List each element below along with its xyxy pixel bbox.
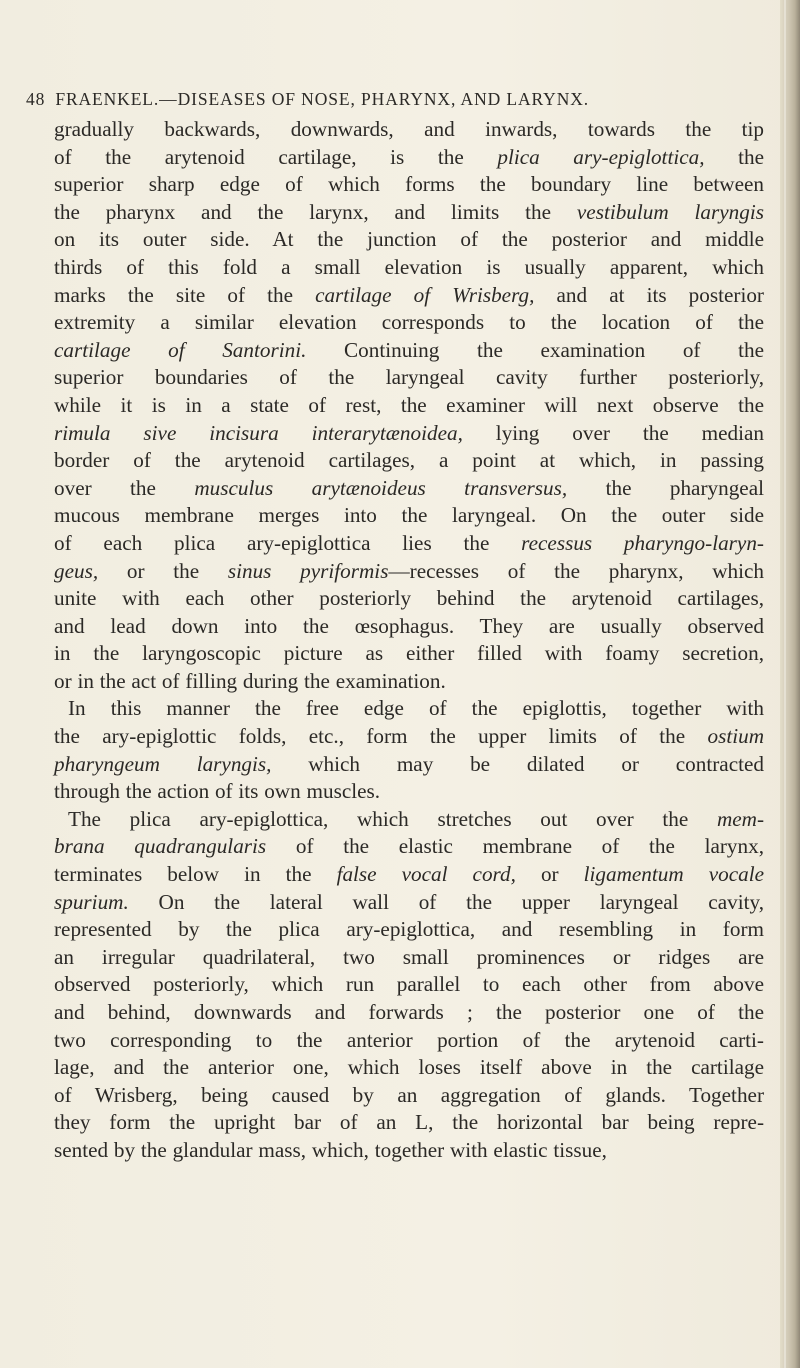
text-line: [54, 778, 764, 806]
text-run: and lead down into the œsophagus. They are usually observed: [54, 613, 764, 638]
italic-term: false vocal cord,: [336, 862, 516, 887]
running-title: FRAENKEL.—DISEASES OF NOSE, PHARYNX, AND LARYNX.: [55, 89, 590, 109]
text-line: [54, 337, 764, 365]
text-line: [54, 751, 764, 779]
text-line: [54, 640, 764, 668]
text-run: gradually backwards, downwards, and inwards, towards the tip: [54, 117, 764, 141]
text-run: the ary-epiglottic folds, etc., form the upper limits of the: [54, 724, 708, 749]
text-line: [54, 861, 764, 889]
running-header: [26, 88, 766, 110]
text-line: [54, 364, 764, 392]
text-line: [54, 171, 764, 199]
text-run: sented by the glandular mass, which, together with elastic tissue,: [54, 1137, 607, 1162]
text-line: [54, 116, 764, 144]
text-run: thirds of this fold a small elevation is usually apparent, which: [54, 254, 764, 279]
text-line: [54, 971, 764, 999]
text-run: an irregular quadrilateral, two small prominences or ridges are: [54, 944, 764, 969]
text-line: [54, 309, 764, 337]
text-run: they form the upright bar of an L, the horizontal bar being repre-: [54, 1110, 764, 1135]
text-run: on its outer side. At the junction of the posterior and middle: [54, 227, 764, 252]
text-line: [54, 144, 764, 172]
text-line: [54, 585, 764, 613]
italic-term: ligamentum vocale: [583, 862, 765, 887]
text-run: in the laryngoscopic picture as either filled with foamy secretion,: [54, 641, 764, 666]
text-run: border of the arytenoid cartilages, a point at which, in passing: [54, 448, 764, 473]
text-line: [54, 502, 764, 530]
text-run: marks the site of the: [54, 282, 316, 307]
italic-term: recessus pharyngo-laryn-: [521, 530, 764, 555]
text-line: [54, 530, 764, 558]
text-run: and behind, downwards and forwards ; the posterior one of the: [54, 1000, 764, 1024]
text-run: or: [515, 862, 584, 887]
text-run: lage, and the anterior one, which loses itself above in the cartilage: [54, 1055, 764, 1080]
text-run: of Wrisberg, being caused by an aggregation of glands. Together: [54, 1082, 764, 1107]
italic-term: cartilage of Santorini.: [54, 337, 307, 362]
text-run: which may be dilated or contracted: [271, 751, 764, 776]
text-line: [54, 944, 764, 972]
text-line: [54, 999, 764, 1027]
text-line: [54, 723, 764, 751]
body-text: [54, 116, 764, 1165]
text-run: The plica ary-epiglottica, which stretches out over the: [68, 806, 717, 831]
text-run: while it is in a state of rest, the examiner will next observe the: [54, 392, 764, 417]
text-run: over the: [54, 475, 195, 500]
text-line: [54, 1137, 764, 1165]
text-line: [54, 833, 764, 861]
text-line: [54, 1109, 764, 1137]
text-line: [54, 226, 764, 254]
italic-term: brana quadrangularis: [54, 834, 267, 859]
text-run: —recesses of the pharynx, which: [388, 558, 764, 583]
text-run: superior boundaries of the laryngeal cavity further posteriorly,: [54, 365, 764, 390]
text-run: In this manner the free edge of the epiglottis, together with: [68, 696, 764, 721]
text-run: extremity a similar elevation corresponds to the location of the: [54, 310, 764, 335]
text-line: [54, 392, 764, 420]
text-run: of the elastic membrane of the larynx,: [266, 834, 764, 859]
text-run: represented by the plica ary-epiglottica, and resembling in form: [54, 917, 764, 942]
text-line: [54, 420, 764, 448]
text-run: or the: [98, 558, 228, 583]
italic-term: sinus pyriformis: [227, 558, 389, 583]
text-line: [54, 889, 764, 917]
text-line: [54, 199, 764, 227]
italic-term: musculus arytænoideus transversus,: [194, 475, 568, 500]
italic-term: plica ary-epiglottica,: [497, 144, 705, 169]
italic-term: ostium: [707, 724, 764, 749]
text-run: of each plica ary-epiglottica lies the: [54, 530, 522, 555]
italic-term: pharyngeum laryngis,: [54, 751, 272, 776]
page-number: 48: [26, 89, 46, 109]
text-run: lying over the median: [462, 420, 764, 445]
text-run: observed posteriorly, which run parallel to each other from above: [54, 972, 764, 997]
text-line: [54, 613, 764, 641]
italic-term: spurium.: [54, 889, 129, 914]
text-run: Continuing the examination of the: [306, 337, 764, 362]
text-run: two corresponding to the anterior portion of the arytenoid carti-: [54, 1027, 764, 1052]
text-line: [54, 475, 764, 503]
text-run: of the arytenoid cartilage, is the: [54, 144, 498, 169]
text-line: [54, 447, 764, 475]
italic-term: cartilage of Wrisberg,: [315, 282, 535, 307]
italic-term: vestibulum laryngis: [576, 199, 764, 224]
text-line: [54, 558, 764, 586]
italic-term: geus,: [54, 558, 99, 583]
text-line: [54, 1027, 764, 1055]
text-run: On the lateral wall of the upper laryngeal cavity,: [128, 889, 764, 914]
text-line: [54, 916, 764, 944]
text-run: and at its posterior: [534, 282, 764, 307]
text-line: [54, 282, 764, 310]
text-line: [54, 1054, 764, 1082]
text-line: [54, 668, 764, 696]
text-line: [54, 806, 764, 834]
text-run: through the action of its own muscles.: [54, 779, 381, 804]
text-run: or in the act of filling during the examination.: [54, 668, 446, 693]
text-run: the: [704, 144, 764, 169]
text-run: terminates below in the: [54, 862, 337, 887]
text-run: the pharyngeal: [567, 475, 764, 500]
text-line: [54, 1082, 764, 1110]
page-edge-shadow: [780, 0, 800, 1368]
italic-term: mem-: [716, 806, 764, 831]
text-line: [54, 695, 764, 723]
text-run: unite with each other posteriorly behind the arytenoid cartilages,: [54, 586, 764, 611]
text-line: [54, 254, 764, 282]
text-run: the pharynx and the larynx, and limits the: [54, 199, 577, 224]
text-run: mucous membrane merges into the laryngeal. On the outer side: [54, 503, 764, 528]
text-run: superior sharp edge of which forms the boundary line between: [54, 172, 764, 197]
italic-term: rimula sive incisura interarytænoidea,: [54, 420, 463, 445]
